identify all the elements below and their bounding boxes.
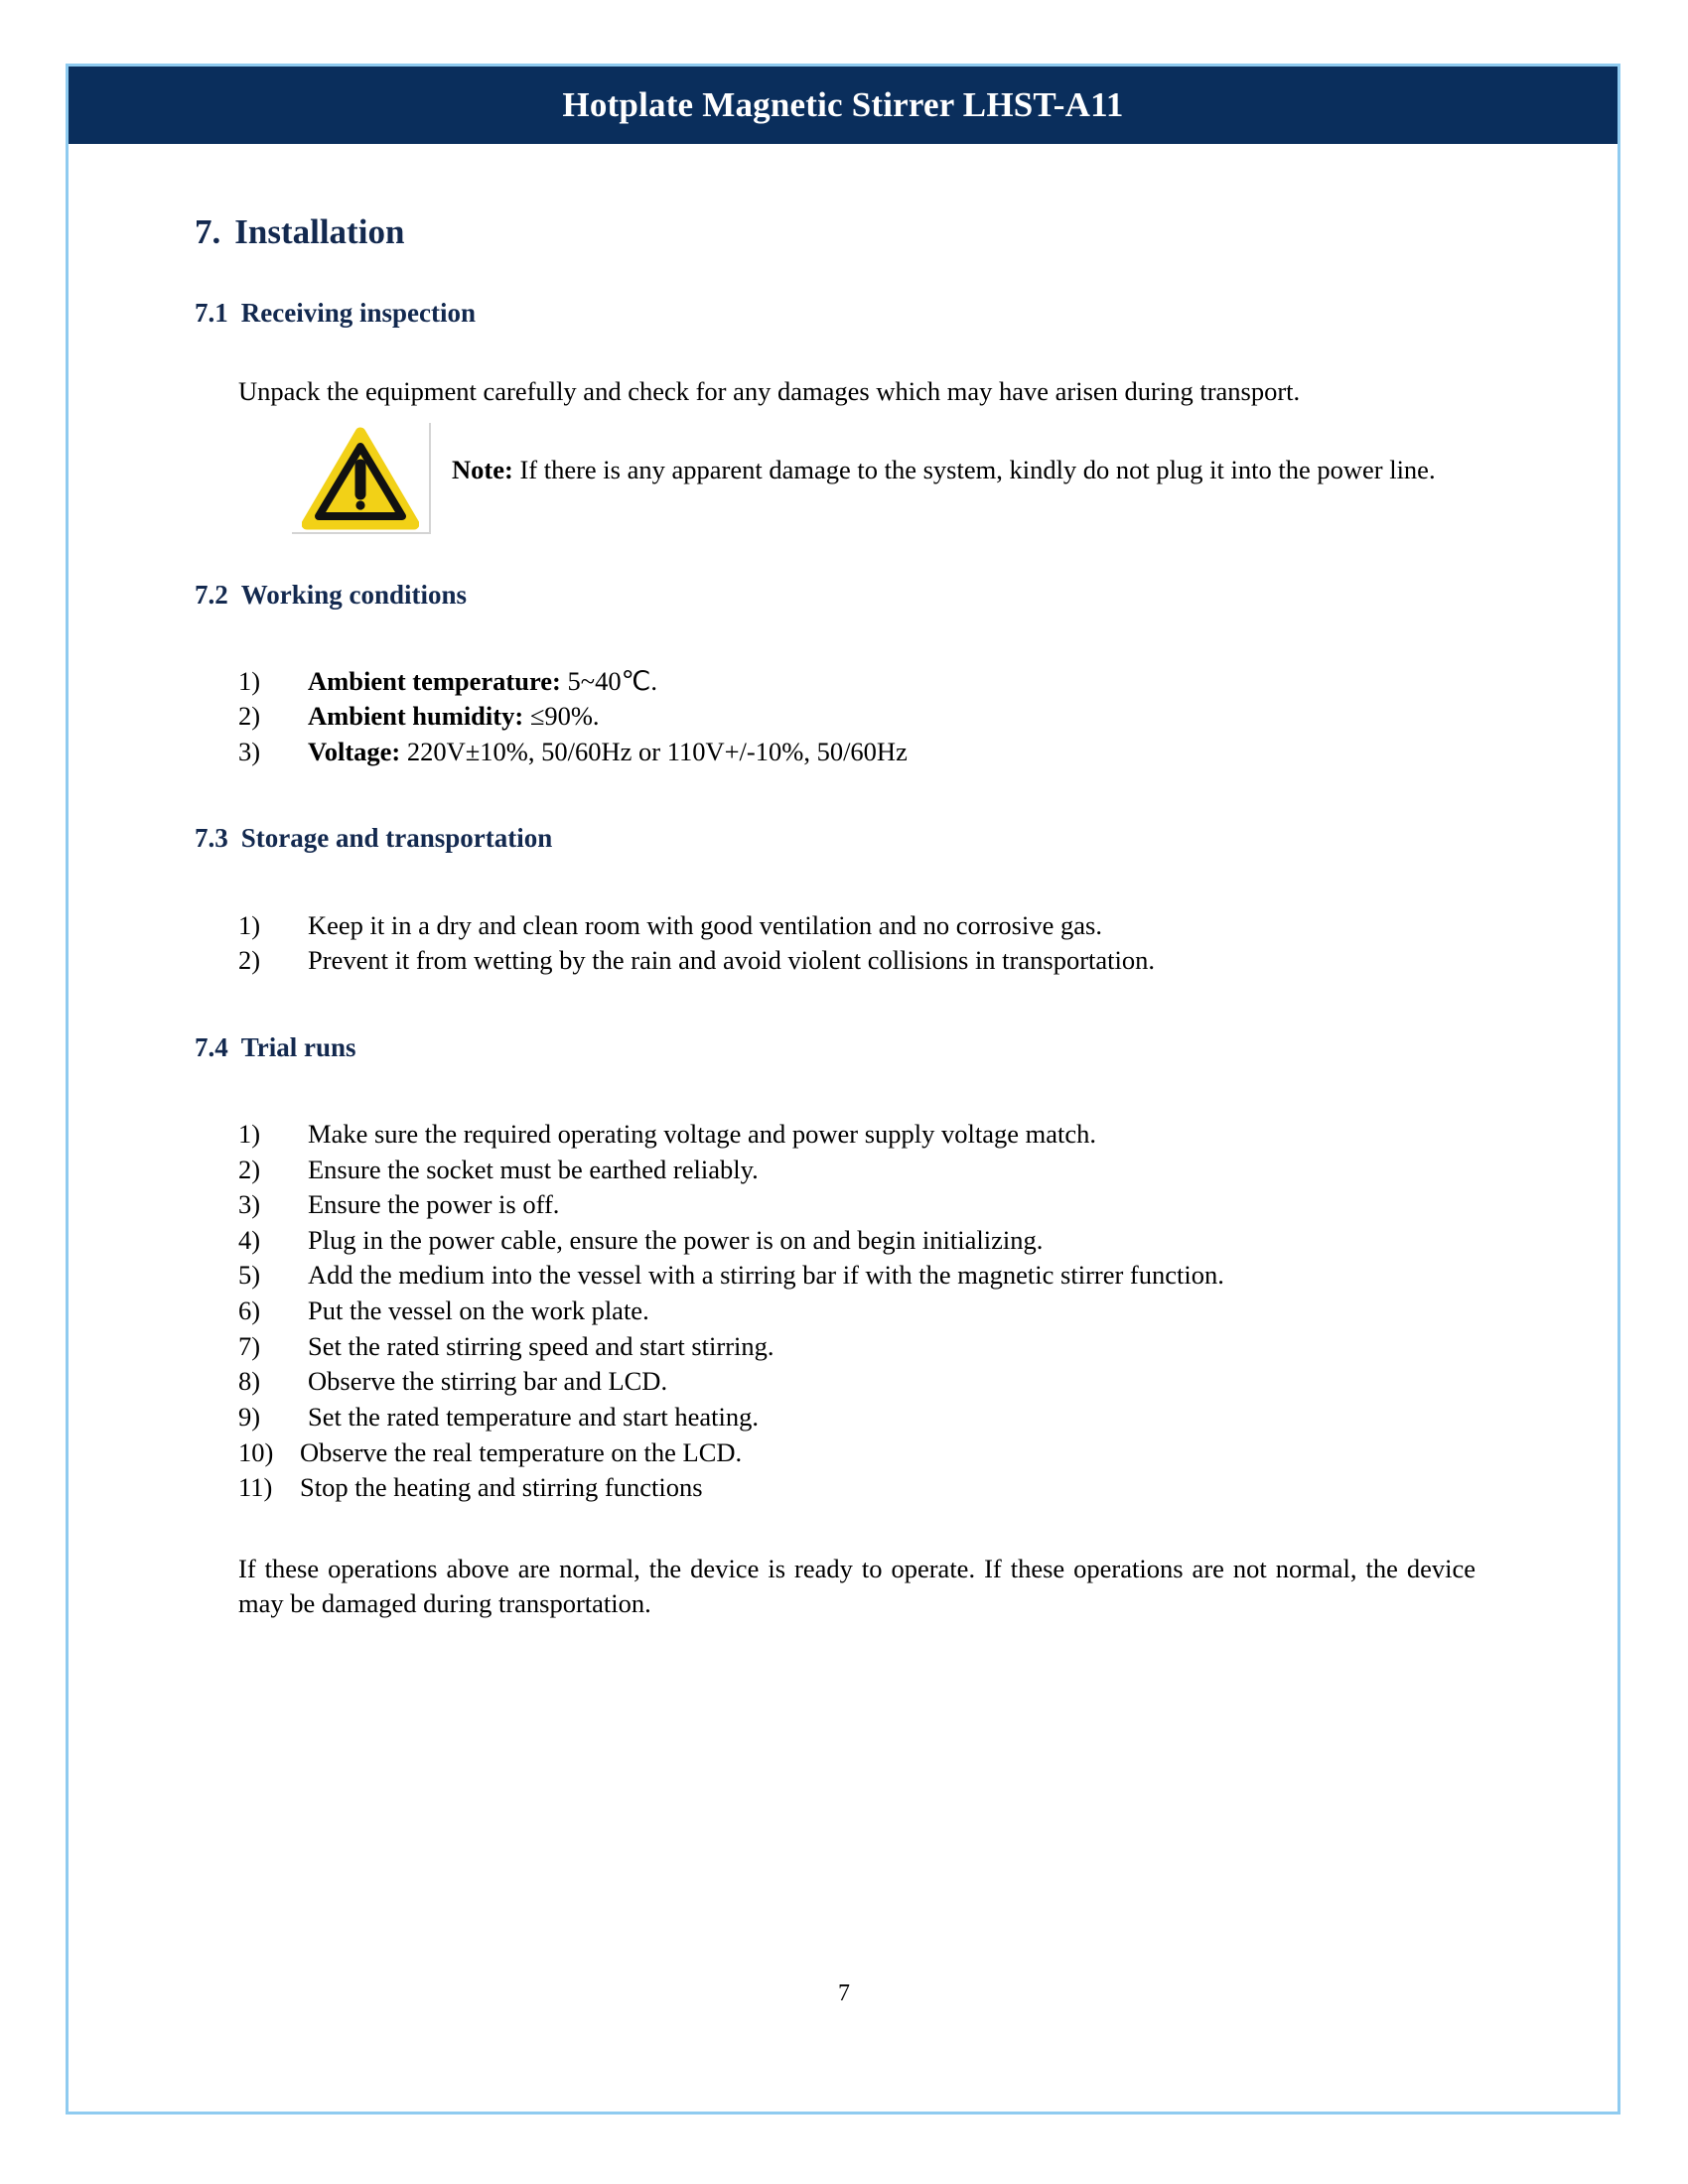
list-marker: 6): [238, 1296, 261, 1326]
trial-runs-list: [238, 1117, 1476, 1506]
list-item-value: ≤90%.: [523, 701, 600, 732]
list-item-label: Voltage:: [308, 736, 401, 766]
list-item: [238, 1294, 1476, 1329]
list-item-text: Set the rated temperature and start heating.: [308, 1401, 759, 1432]
list-item-text: Stop the heating and stirring functions: [300, 1472, 703, 1503]
list-item-text: Set the rated stirring speed and start stirring.: [308, 1330, 774, 1361]
subsection-number: 7.2: [195, 579, 228, 610]
list-item: [238, 1223, 1476, 1259]
list-item: [238, 1400, 1476, 1435]
list-marker: 7): [238, 1330, 261, 1361]
document-content: [195, 213, 1476, 1621]
storage-transportation-list: [238, 908, 1476, 979]
list-marker: 1): [238, 909, 261, 940]
warning-note-block: [238, 423, 1476, 534]
page-number: 7: [838, 1980, 850, 2006]
list-item: [238, 943, 1476, 979]
list-marker: 8): [238, 1366, 261, 1397]
warning-note-text: [452, 423, 1476, 487]
working-conditions-list: [238, 664, 1476, 770]
section-heading-7: [195, 213, 1476, 252]
list-item: [238, 1153, 1476, 1188]
list-marker: 10): [238, 1436, 274, 1467]
page-title: Hotplate Magnetic Stirrer LHST-A11: [562, 85, 1124, 124]
list-marker: 9): [238, 1401, 261, 1432]
subsection-heading-7-3: [195, 823, 1476, 854]
page-header-banner: [69, 67, 1618, 144]
receiving-inspection-paragraph: Unpack the equipment carefully and check for any damages which may have arisen during transport.: [238, 375, 1301, 406]
list-item-text: [308, 735, 1476, 770]
subsection-title: Working conditions: [240, 579, 468, 610]
list-item-text: Ensure the power is off.: [308, 1189, 560, 1220]
note-body: If there is any apparent damage to the system, kindly do not plug it into the power line.: [512, 454, 1436, 484]
list-marker: 4): [238, 1224, 261, 1255]
list-item-label: Ambient humidity:: [308, 701, 524, 732]
list-item-text: Make sure the required operating voltage and power supply voltage match.: [308, 1118, 1097, 1149]
subsection-heading-7-4: [195, 1032, 1476, 1063]
warning-icon-box: [292, 423, 431, 534]
subsection-number: 7.1: [195, 297, 228, 328]
list-marker: 2): [238, 945, 261, 976]
list-item-value: 5~40℃.: [560, 665, 657, 696]
list-item: [238, 664, 1476, 700]
list-item: [238, 1329, 1476, 1365]
subsection-heading-7-2: [195, 580, 1476, 611]
list-item-text: Plug in the power cable, ensure the power is on and begin initializing.: [308, 1224, 1044, 1255]
list-item-value: 220V±10%, 50/60Hz or 110V+/-10%, 50/60Hz: [400, 736, 908, 766]
list-item: [238, 699, 1476, 735]
subsection-title: Trial runs: [240, 1031, 356, 1062]
list-marker: 1): [238, 665, 261, 696]
warning-triangle-icon: [302, 427, 419, 530]
list-marker: 5): [238, 1260, 261, 1291]
list-item: [238, 1258, 1476, 1294]
section-title: Installation: [234, 212, 405, 251]
list-item: [238, 1435, 1476, 1471]
subsection-number: 7.3: [195, 823, 228, 854]
list-item-text: Observe the stirring bar and LCD.: [308, 1366, 668, 1397]
list-item-text: Add the medium into the vessel with a stirring bar if with the magnetic stirrer function.: [308, 1260, 1224, 1291]
note-label: Note:: [452, 454, 513, 484]
list-marker: 3): [238, 1189, 261, 1220]
list-item: [238, 1117, 1476, 1153]
list-item: [238, 1364, 1476, 1400]
list-marker: 3): [238, 736, 261, 766]
section-number: 7.: [195, 212, 221, 251]
subsection-title: Storage and transportation: [240, 823, 553, 854]
list-marker: 2): [238, 701, 261, 732]
list-item-text: Observe the real temperature on the LCD.: [300, 1436, 743, 1467]
subsection-number: 7.4: [195, 1031, 228, 1062]
list-item-text: Keep it in a dry and clean room with good ventilation and no corrosive gas.: [308, 909, 1102, 940]
subsection-heading-7-1: [195, 298, 1476, 329]
subsection-title: Receiving inspection: [240, 297, 476, 328]
list-item-label: Ambient temperature:: [308, 665, 561, 696]
list-item: [238, 1187, 1476, 1223]
list-marker: 2): [238, 1154, 261, 1184]
list-item: [238, 1470, 1476, 1506]
trial-runs-closing-paragraph: If these operations above are normal, the device is ready to operate. If these operations are not normal, the device may be damaged during transportation.: [238, 1553, 1476, 1618]
list-item-text: Ensure the socket must be earthed reliably.: [308, 1154, 759, 1184]
list-marker: 1): [238, 1118, 261, 1149]
list-item-text: Put the vessel on the work plate.: [308, 1296, 649, 1326]
list-item: [238, 908, 1476, 944]
list-marker: 11): [238, 1472, 273, 1503]
list-item-text: [308, 664, 1476, 700]
list-item: [238, 735, 1476, 770]
list-item-text: Prevent it from wetting by the rain and avoid violent collisions in transportation.: [308, 945, 1155, 976]
list-item-text: [308, 699, 1476, 735]
